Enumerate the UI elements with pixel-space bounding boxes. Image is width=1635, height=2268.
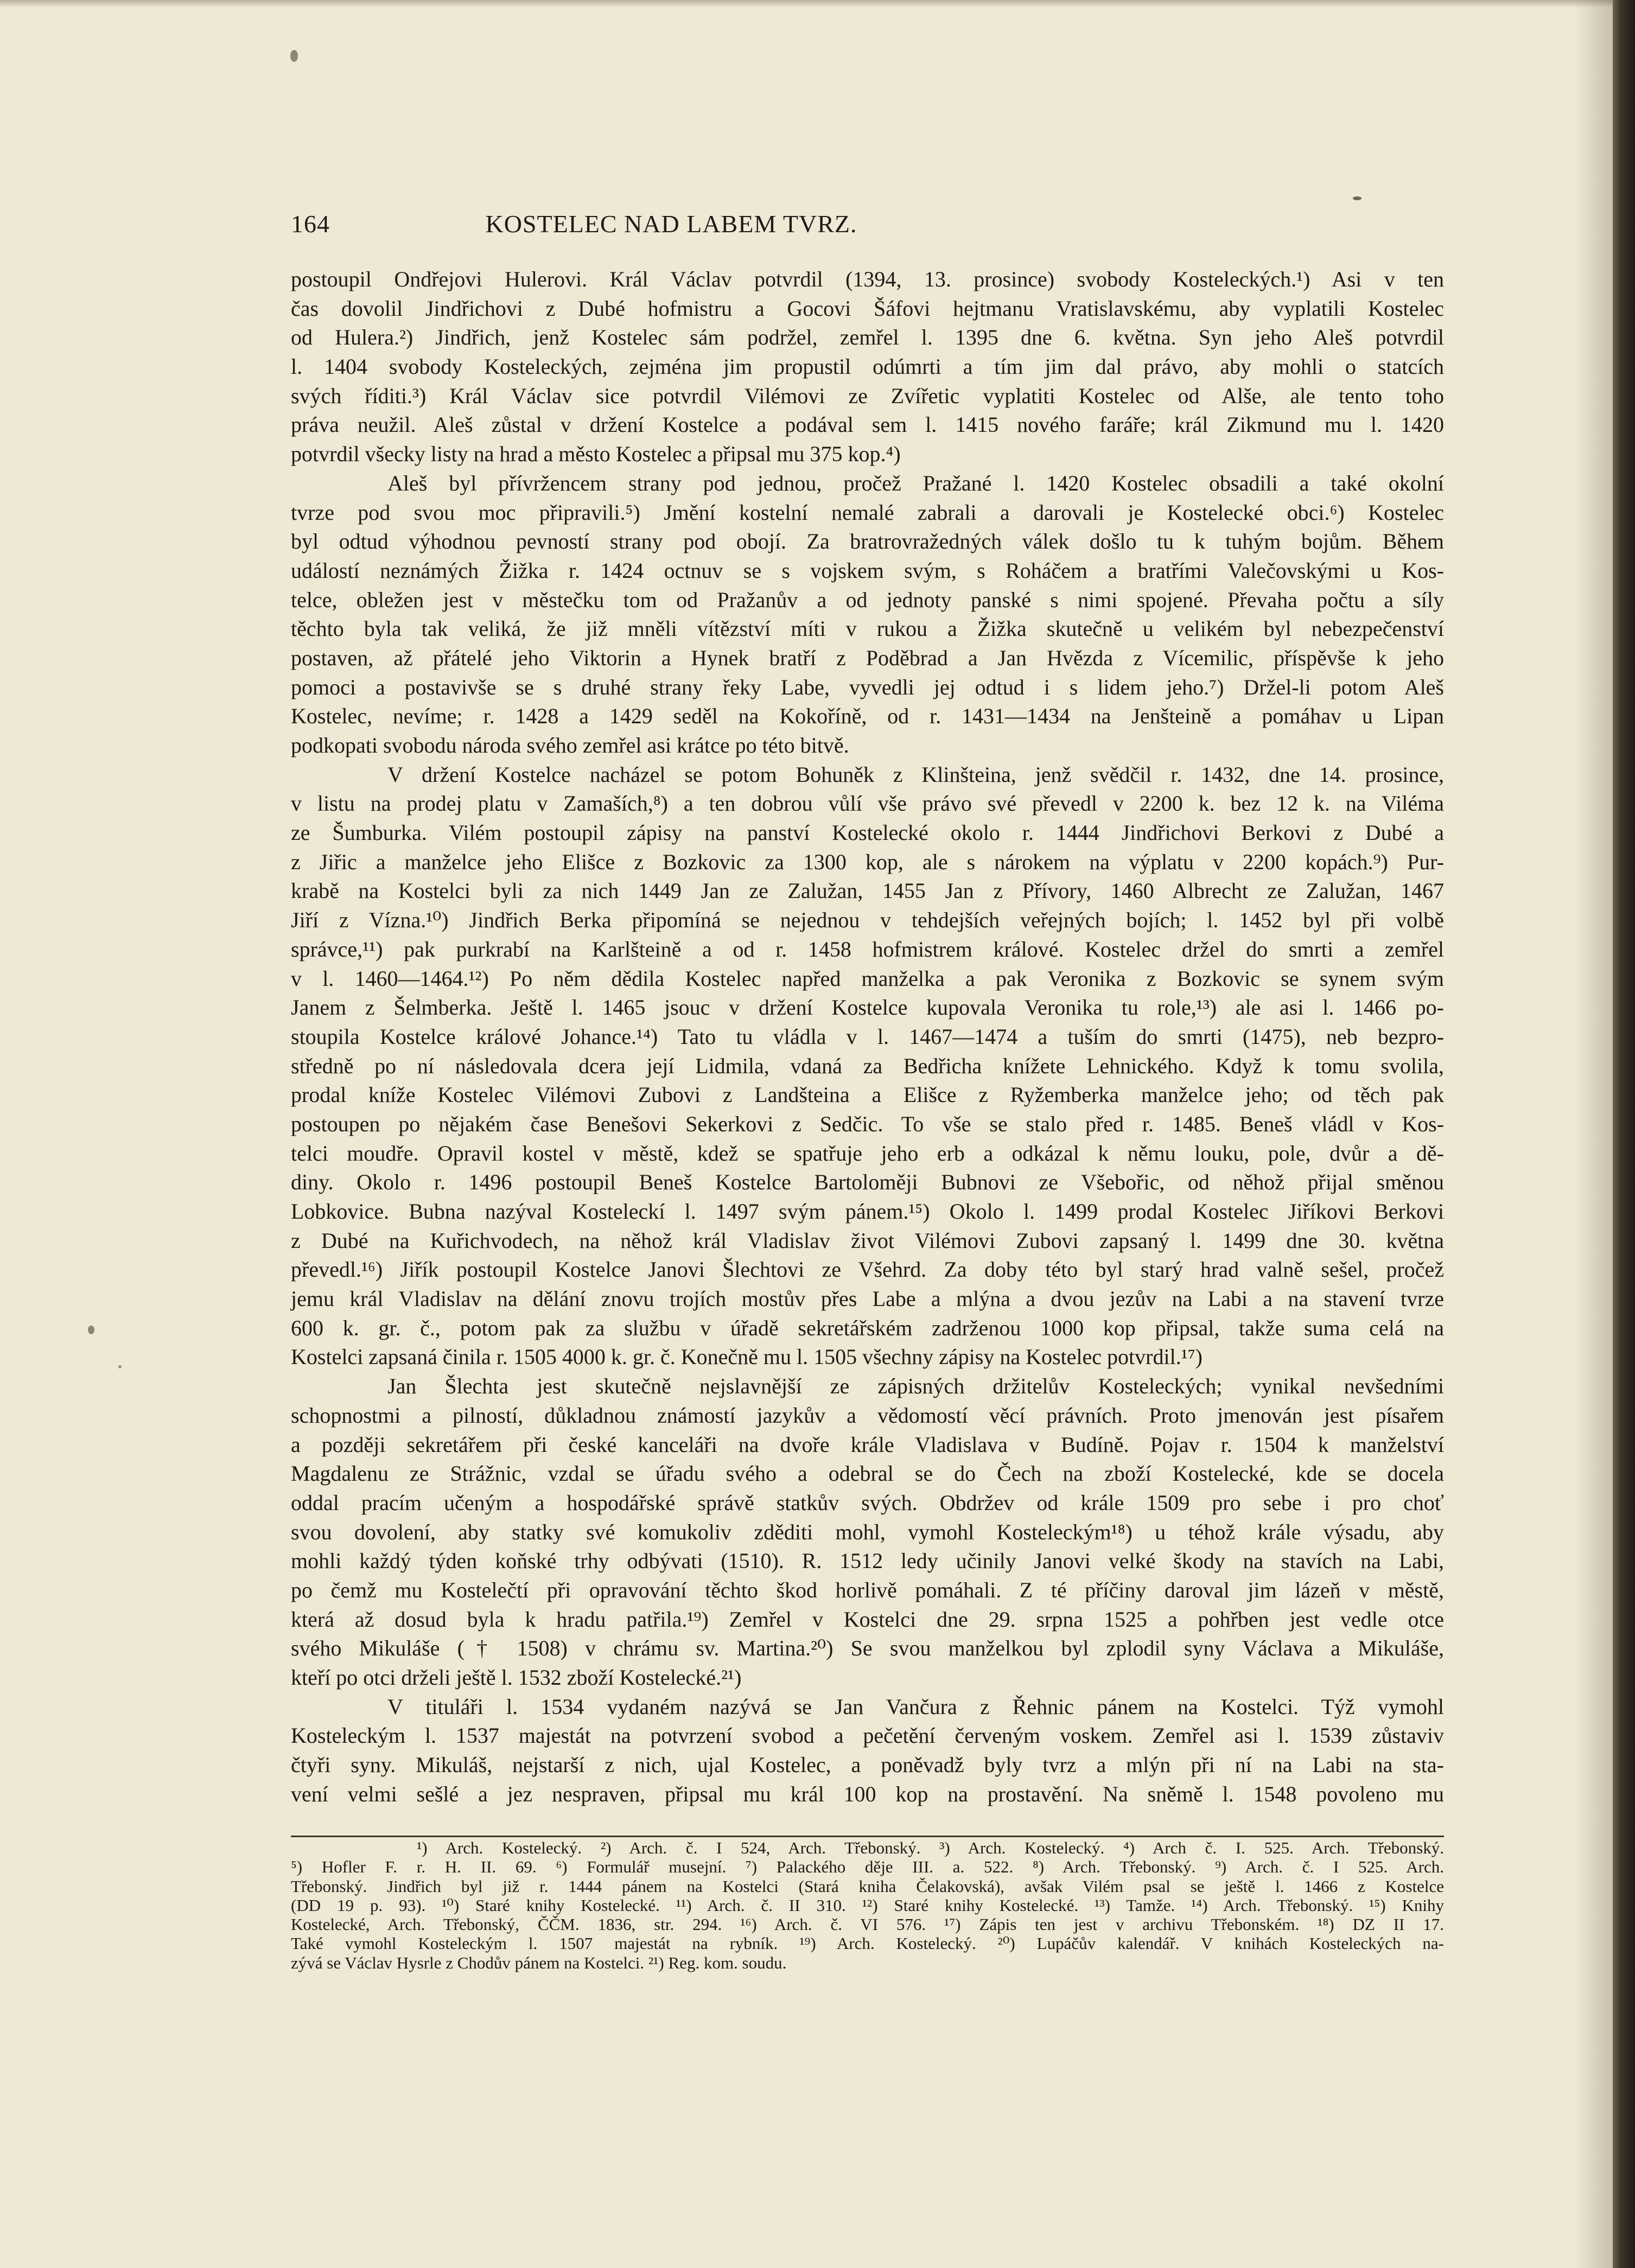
footnote-rule xyxy=(291,1836,1444,1837)
body-line: z Jiřic a manželce jeho Elišce z Bozkovic za 1300 kop, ale s nárokem na výplatu v 2200 kopách.⁹) Pur- xyxy=(291,849,1444,874)
body-line: v l. 1460—1464.¹²) Po něm dědila Kostelec napřed manželka a pak Veronika z Bozkovic se synem svým xyxy=(291,966,1444,991)
body-line: diny. Okolo r. 1496 postoupil Beneš Kostelce Bartoloměji Bubnovi ze Všebořic, od něhož přijal směnou xyxy=(291,1170,1444,1195)
body-line: V držení Kostelce nacházel se potom Bohuněk z Klinšteina, jenž svědčil r. 1432, dne 14. prosince, xyxy=(387,762,1444,787)
body-line: svého Mikuláše († 1508) v chrámu sv. Martina.²⁰) Se svou manželkou byl zplodil syny Václava a Mikuláše, xyxy=(291,1636,1444,1661)
paper-speck xyxy=(88,1326,94,1334)
body-line: vení velmi sešlé a jez nespraven, připsal mu král 100 kop na prostavění. Na sněmě l. 1548 povoleno mu xyxy=(291,1781,1444,1806)
body-line: podkopati svobodu národa svého zemřel asi krátce po této bitvě. xyxy=(291,733,849,757)
body-line: v listu na prodej platu v Zamaších,⁸) a ten dobrou vůlí vše právo své převedl v 2200 k. bez 12 k. na Viléma xyxy=(291,791,1444,816)
paper-speck xyxy=(1353,196,1362,200)
body-line: schopnostmi a pilností, důkladnou známostí jazykův a vědomostí věcí právních. Proto jmenován jest písařem xyxy=(291,1403,1444,1428)
body-line: Jan Šlechta jest skutečně nejslavnější ze zápisných držitelův Kosteleckých; vynikal nevšedními xyxy=(387,1374,1444,1399)
footnote-line: Také vymohl Kosteleckým l. 1507 majestát na rybník. ¹⁹) Arch. Kostelecký. ²⁰) Lupáčův kalendář. V knihách Kosteleckých na- xyxy=(291,1934,1444,1953)
body-line: práva neužil. Aleš zůstal v držení Kostelce a podával sem l. 1415 nového faráře; král Zikmund mu l. 1420 xyxy=(291,412,1444,437)
body-line: prodal kníže Kostelec Vilémovi Zubovi z Landšteina a Elišce z Ryžemberka manželce jeho; od těch pak xyxy=(291,1082,1444,1107)
body-line: správce,¹¹) pak purkrabí na Karlšteině a od r. 1458 hofmistrem králové. Kostelec držel do smrti a zemřel xyxy=(291,936,1444,961)
book-binding-edge xyxy=(1613,0,1635,2268)
body-line: Kostelci zapsaná činila r. 1505 4000 k. gr. č. Konečně mu l. 1505 všechny zápisy na Kostelec potvrdil.¹⁷) xyxy=(291,1345,1203,1369)
body-line: událostí neznámých Žižka r. 1424 octnuv se s vojskem svým, s Roháčem a bratřími Valečovskými u Kos- xyxy=(291,558,1444,583)
binding-shadow xyxy=(1574,0,1613,2268)
body-line: Aleš byl přívržencem strany pod jednou, pročež Pražané l. 1420 Kostelec obsadili a také okolní xyxy=(387,470,1444,495)
body-line: 600 k. gr. č., potom pak za službu v úřadě sekretářském zadrženou 1000 kop připsal, takže suma celá na xyxy=(291,1315,1444,1340)
running-title: KOSTELEC NAD LABEM TVRZ. xyxy=(485,210,857,238)
body-line: tvrze pod svou moc připravili.⁵) Jmění kostelní nemalé zabrali a darovali je Kostelecké obci.⁶) Kostelec xyxy=(291,500,1444,525)
body-line: pomoci a postavivše se s druhé strany řeky Labe, vyvedli jej odtud i s lidem jeho.⁷) Držel-li potom Aleš xyxy=(291,674,1444,699)
body-line: od Hulera.²) Jindřich, jenž Kostelec sám podržel, zemřel l. 1395 dne 6. května. Syn jeho Aleš potvrdil xyxy=(291,325,1444,350)
body-line: a později sekretářem při české kanceláři na dvoře krále Vladislava v Budíně. Pojav r. 1504 k manželství xyxy=(291,1432,1444,1457)
body-line: Magdalenu ze Strážnic, vzdal se úřadu svého a odebral se do Čech na zboží Kostelecké, kde se docela xyxy=(291,1461,1444,1486)
page-top-edge xyxy=(0,0,1613,8)
body-line: těchto byla tak veliká, že již mněli vítězství míti v rukou a Žižka skutečně u velikém byl nebezpečenství xyxy=(291,616,1444,641)
body-line: oddal pracím učeným a hospodářské správě statkův svých. Obdržev od krále 1509 pro sebe i pro choť xyxy=(291,1490,1444,1515)
body-line: čtyři syny. Mikuláš, nejstarší z nich, ujal Kostelec, a poněvadž byly tvrz a mlýn při ní na Labi na sta- xyxy=(291,1753,1444,1778)
body-line: mohli každý týden koňské trhy odbývati (1510). R. 1512 ledy učinily Janovi velké škody na stavích na Labi, xyxy=(291,1549,1444,1573)
body-line: krabě na Kostelci byli za nich 1449 Jan ze Zalužan, 1455 Jan z Přívory, 1460 Albrecht ze Zalužan, 1467 xyxy=(291,878,1444,903)
body-line: středně po ní následovala dcera její Lidmila, vdaná za Bedřicha knížete Lehnického. Když k tomu svolila, xyxy=(291,1053,1444,1078)
running-header xyxy=(291,205,1052,243)
body-line: V tituláři l. 1534 vydaném nazývá se Jan Vančura z Řehnic pánem na Kostelci. Týž vymohl xyxy=(387,1694,1444,1719)
footnote-line: ⁵) Hofler F. r. H. II. 69. ⁶) Formulář musejní. ⁷) Palackého děje III. a. 522. ⁸) Arch. Třebonský. ⁹) Arch. č. I 525. Arch. xyxy=(291,1857,1444,1877)
footnote-line: ¹) Arch. Kostelecký. ²) Arch. č. I 524, Arch. Třebonský. ³) Arch. Kostelecký. ⁴) Arch č. I. 525. Arch. Třebonský. xyxy=(417,1838,1444,1857)
body-line: z Dubé na Kuřichvodech, na něhož král Vladislav život Vilémovi Zubovi zapsaný l. 1499 dne 30. května xyxy=(291,1228,1444,1253)
paper-speck xyxy=(118,1365,122,1368)
body-line: Kostelec, nevíme; r. 1428 a 1429 seděl na Kokoříně, od r. 1431—1434 na Jenšteině a pomáhav u Lipan xyxy=(291,704,1444,729)
footnotes xyxy=(291,1838,1444,1972)
body-line: svou dovolení, aby statky své komukoliv zděditi mohl, vymohl Kosteleckým¹⁸) u téhož krále výsadu, aby xyxy=(291,1519,1444,1544)
body-text xyxy=(291,265,1444,1808)
footnote-line: Třebonský. Jindřich byl již r. 1444 pánem na Kostelci (Stará kniha Čelakovská), avšak Vilém psal se ještě l. 1466 z Kostelce xyxy=(291,1876,1444,1896)
body-line: byl odtud výhodnou pevností strany pod obojí. Za bratrovražedných válek došlo tu k tuhým bojům. Během xyxy=(291,529,1444,554)
body-line: Jiří z Vízna.¹⁰) Jindřich Berka připomíná se nejednou v tehdejších veřejných bojích; l. 1452 byl při volbě xyxy=(291,908,1444,933)
body-line: čas dovolil Jindřichovi z Dubé hofmistru a Gocovi Šáfovi hejtmanu Vratislavskému, aby vyplatili Kostelec xyxy=(291,296,1444,321)
body-line: potvrdil všecky listy na hrad a město Kostelec a připsal mu 375 kop.⁴) xyxy=(291,442,901,467)
body-line: Lobkovice. Bubna nazýval Kosteleckí l. 1497 svým pánem.¹⁵) Okolo l. 1499 prodal Kostelec Jiříkovi Berkovi xyxy=(291,1199,1444,1224)
body-line: převedl.¹⁶) Jiřík postoupil Kostelce Janovi Šlechtovi ze Všehrd. Za doby této byl starý hrad valně sešel, pročež xyxy=(291,1257,1444,1282)
footnote-line: zývá se Václav Hysrle z Chodův pánem na Kostelci. ²¹) Reg. kom. soudu. xyxy=(291,1953,787,1972)
page-number: 164 xyxy=(291,210,330,238)
body-line: ze Šumburka. Vilém postoupil zápisy na panství Kostelecké okolo r. 1444 Jindřichovi Berkovi z Dubé a xyxy=(291,820,1444,845)
body-line: kteří po otci drželi ještě l. 1532 zboží Kostelecké.²¹) xyxy=(291,1665,742,1690)
body-line: postoupil Ondřejovi Hulerovi. Král Václav potvrdil (1394, 13. prosince) svobody Kosteleckých.¹) Asi v ten xyxy=(291,267,1444,291)
body-line: postaven, až přátelé jeho Viktorin a Hynek bratří z Poděbrad a Jan Hvězda z Vícemilic, příspěvše k jeho xyxy=(291,645,1444,670)
body-line: stoupila Kostelce králové Johance.¹⁴) Tato tu vládla v l. 1467—1474 a tuším do smrti (1475), neb bezpro- xyxy=(291,1024,1444,1049)
body-line: l. 1404 svobody Kosteleckých, zejména jim propustil odúmrti a tím jim dal právo, aby mohli o statcích xyxy=(291,354,1444,379)
body-line: telci moudře. Opravil kostel v městě, kdež se spatřuje jeho erb a odkázal k němu louku, pole, dvůr a dě- xyxy=(291,1141,1444,1165)
footnote-line: (DD 19 p. 93). ¹⁰) Staré knihy Kostelecké. ¹¹) Arch. č. II 310. ¹²) Staré knihy Kostelecké. ¹³) Tamže. ¹⁴) Arch. Třebonský. ¹⁵) Knihy xyxy=(291,1895,1444,1915)
body-line: telce, obležen jest v městečku tom od Pražanův a od jednoty panské s nimi spojené. Převaha počtu a síly xyxy=(291,587,1444,612)
footnote-line: Kostelecké, Arch. Třebonský, ČČM. 1836, str. 294. ¹⁶) Arch. č. VI 576. ¹⁷) Zápis ten jest v archivu Třebonském. ¹⁸) DZ II 17. xyxy=(291,1915,1444,1934)
body-line: Janem z Šelmberka. Ještě l. 1465 jsouc v držení Kostelce kupovala Veronika tu role,¹³) ale asi l. 1466 po- xyxy=(291,995,1444,1020)
body-line: svých říditi.³) Král Václav sice potvrdil Vilémovi ze Zvířetic vyplatiti Kostelec od Alše, ale tento toho xyxy=(291,383,1444,408)
body-line: která až dosud byla k hradu patřila.¹⁹) Zemřel v Kostelci dne 29. srpna 1525 a pohřben jest vedle otce xyxy=(291,1607,1444,1632)
paper-speck xyxy=(290,50,298,62)
body-line: po čemž mu Kostelečtí při opravování těchto škod horlivě pomáhali. Z té příčiny daroval jim lázeň v městě, xyxy=(291,1577,1444,1602)
body-line: Kosteleckým l. 1537 majestát na potvrzení svobod a pečetění červeným voskem. Zemřel asi l. 1539 zůstaviv xyxy=(291,1723,1444,1748)
body-line: jemu král Vladislav na dělání znovu trojích mostův přes Labe a mlýna a dvou jezův na Labi a na stavení tvrze xyxy=(291,1286,1444,1311)
body-line: postoupen po nějakém čase Benešovi Sekerkovi z Sedčic. To vše se stalo před r. 1485. Beneš vládl v Kos- xyxy=(291,1111,1444,1136)
